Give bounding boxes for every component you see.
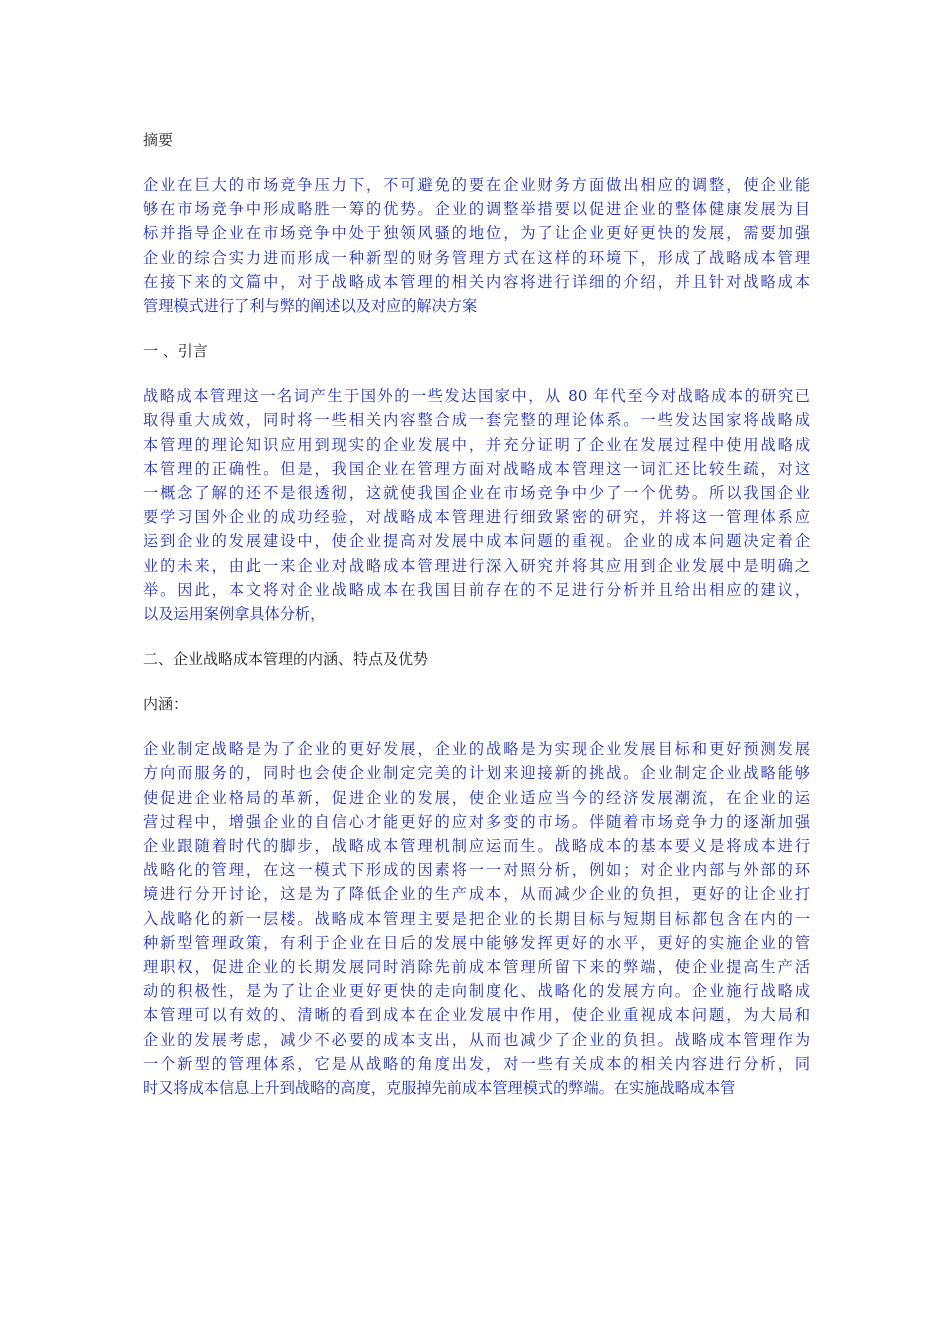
section2-heading: 二、企业战略成本管理的内涵、特点及优势 (143, 650, 429, 669)
paragraph-line: 营过程中，增强企业的自信心才能更好的应对多变的市场。伴随着市场竞争力的逐渐加强 (143, 812, 810, 831)
paragraph-line: 一个新型的管理体系，它是从战略的角度出发，对一些有关成本的相关内容进行分析，同 (143, 1054, 810, 1073)
paragraph-line: 时又将成本信息上升到战略的高度，克服掉先前成本管理模式的弊端。在实施战略成本管 (143, 1079, 736, 1098)
paragraph-line: 管理模式进行了利与弊的阐述以及对应的解决方案 (143, 297, 478, 316)
paragraph-line: 本管理的理论知识应用到现实的企业发展中，并充分证明了企业在发展过程中使用战略成 (143, 435, 810, 454)
paragraph-line: 运到企业的发展建设中，使企业提高对发展中成本问题的重视。企业的成本问题决定着企 (143, 532, 810, 551)
document-content (143, 128, 810, 1121)
paragraph-line: 战略成本管理这一名词产生于国外的一些发达国家中，从 80 年代至今对战略成本的研究已 (143, 387, 810, 406)
paragraph-line: 在接下来的文篇中，对于战略成本管理的相关内容将进行详细的介绍，并且针对战略成本 (143, 272, 810, 291)
paragraph-line: 战略化的管理，在这一模式下形成的因素将一一对照分析，例如；对企业内部与外部的环 (143, 861, 810, 880)
introduction-paragraph (143, 384, 810, 626)
paragraph-line: 企业在巨大的市场竞争压力下，不可避免的要在企业财务方面做出相应的调整，使企业能 (143, 176, 810, 194)
abstract-paragraph (143, 173, 810, 318)
paragraph-line: 以及运用案例拿具体分析， (143, 605, 326, 624)
paragraph-line: 业的未来，由此一来企业对战略成本管理进行深入研究并将其应用到企业发展中是明确之 (143, 556, 810, 575)
paragraph-line: 本管理的正确性。但是，我国企业在管理方面对战略成本管理这一词汇还比较生疏，对这 (143, 459, 810, 478)
paragraph-line: 方向而服务的，同时也会使企业制定完美的计划来迎接新的挑战。企业制定企业战略能够 (143, 764, 810, 783)
paragraph-line: 本管理可以有效的、清晰的看到成本在企业发展中作用，使企业重视成本问题，为大局和 (143, 1006, 810, 1025)
paragraph-line: 标并指导企业在市场竞争中处于独领风骚的地位，为了让企业更好更快的发展，需要加强 (143, 224, 810, 243)
paragraph-line: 够在市场竞争中形成略胜一筹的优势。企业的调整举措要以促进企业的整体健康发展为目 (143, 200, 810, 219)
paragraph-line: 企业跟随着时代的脚步，战略成本管理机制应运而生。战略成本的基本要义是将成本进行 (143, 837, 810, 856)
paragraph-line: 种新型管理政策，有利于企业在日后的发展中能够发挥更好的水平，更好的实施企业的管 (143, 933, 810, 952)
connotation-paragraph (143, 737, 810, 1100)
paragraph-line: 理职权，促进企业的长期发展同时消除先前成本管理所留下来的弊端，使企业提高生产活 (143, 958, 810, 977)
paragraph-line: 企业制定战略是为了企业的更好发展，企业的战略是为实现企业发展目标和更好预测发展 (143, 740, 810, 759)
paragraph-line: 取得重大成效，同时将一些相关内容整合成一套完整的理论体系。一些发达国家将战略成 (143, 411, 810, 430)
connotation-heading: 内涵： (143, 695, 189, 714)
abstract-heading: 摘要 (143, 131, 174, 149)
paragraph-line: 举。因此，本文将对企业战略成本在我国目前存在的不足进行分析并且给出相应的建议， (143, 580, 810, 599)
paragraph-line: 境进行分开讨论，这是为了降低企业的生产成本，从而减少企业的负担，更好的让企业打 (143, 885, 810, 904)
section1-heading: 一 、引言 (143, 342, 208, 361)
paragraph-line: 企业的综合实力进而形成一种新型的财务管理方式在这样的环境下，形成了战略成本管理 (143, 248, 810, 267)
paragraph-line: 一概念了解的还不是很透彻，这就使我国企业在市场竞争中少了一个优势。所以我国企业 (143, 484, 810, 503)
paragraph-line: 企业的发展考虑，减少不必要的成本支出，从而也减少了企业的负担。战略成本管理作为 (143, 1030, 810, 1049)
paragraph-line: 动的积极性，是为了让企业更好更快的走向制度化、战略化的发展方向。企业施行战略成 (143, 982, 810, 1001)
paragraph-line: 要学习国外企业的成功经验，对战略成本管理进行细致紧密的研究，并将这一管理体系应 (143, 508, 810, 527)
paragraph-line: 使促进企业格局的革新，促进企业的发展，使企业适应当今的经济发展潮流，在企业的运 (143, 788, 810, 807)
paragraph-line: 入战略化的新一层楼。战略成本管理主要是把企业的长期目标与短期目标都包含在内的一 (143, 909, 810, 928)
